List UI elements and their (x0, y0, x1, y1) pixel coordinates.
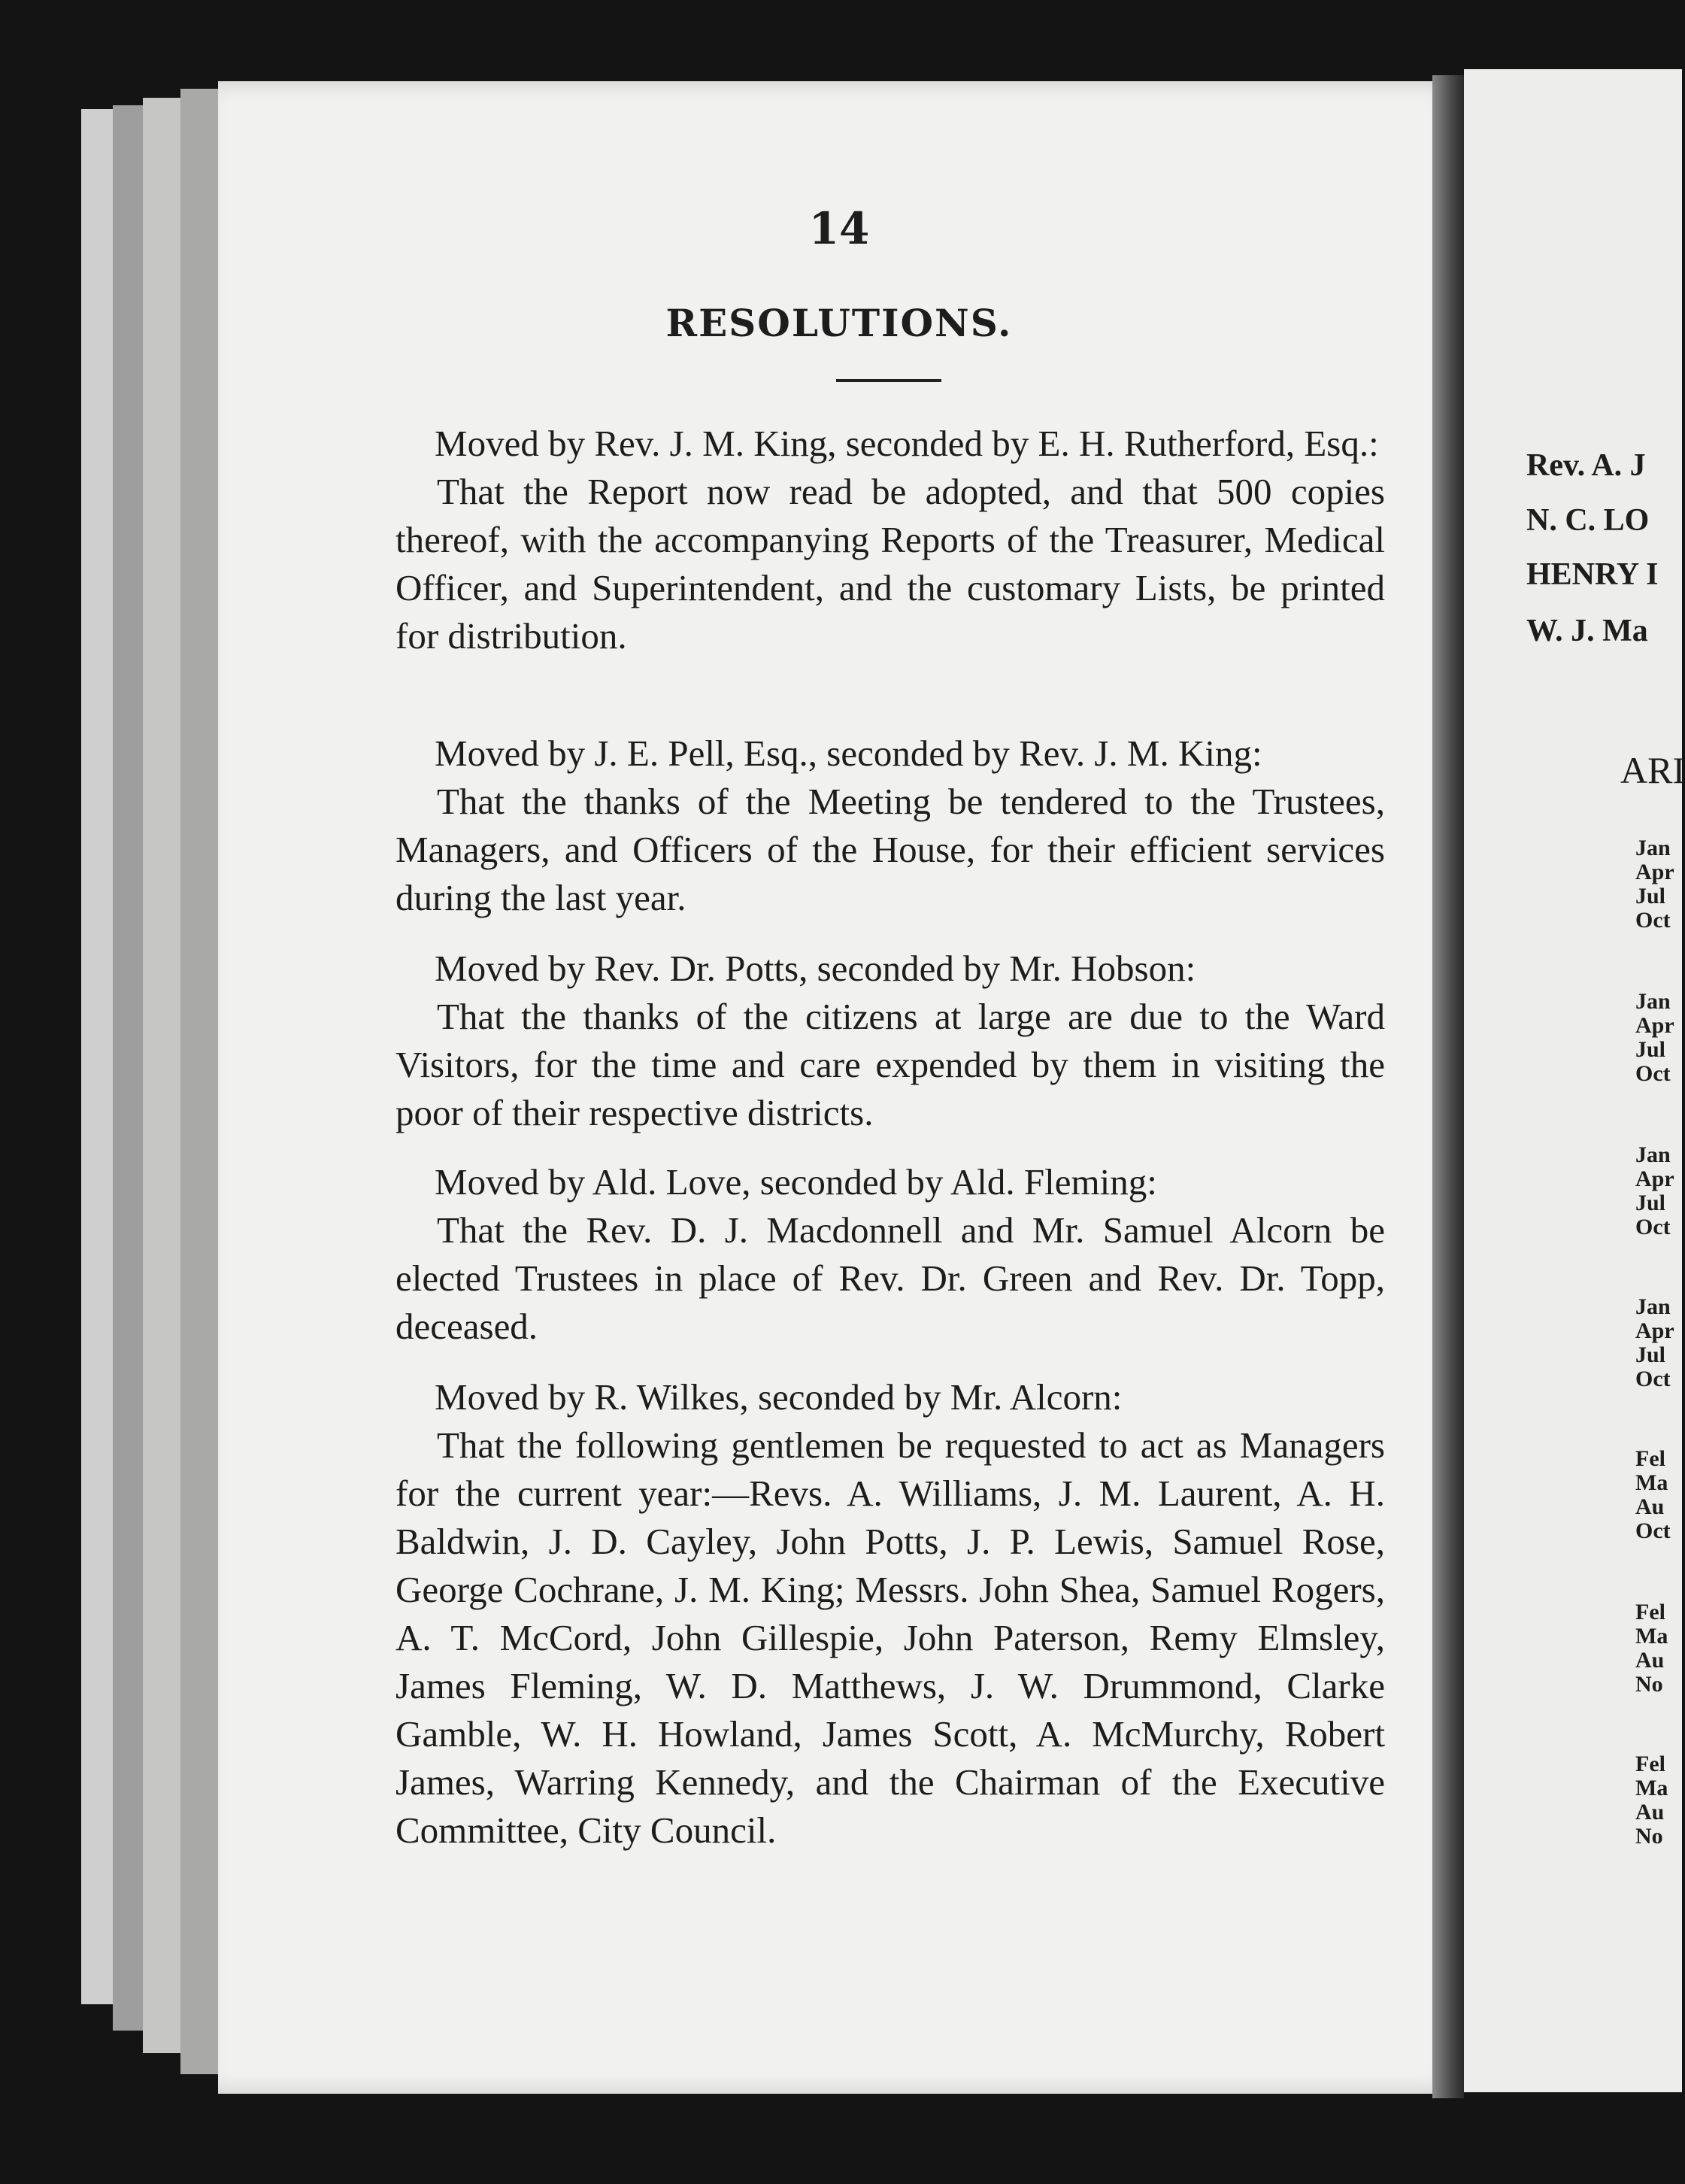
resolution-text: That the Rev. D. J. Macdonnell and Mr. Samuel Alcorn be elected Trustees in place of Rev. Dr. Green and Rev. Dr. Topp, deceased. (395, 1209, 1385, 1347)
book-edge (113, 105, 143, 2031)
book-gutter (1432, 75, 1464, 2098)
name-line: N. C. LO (1526, 503, 1650, 538)
book-edge (143, 98, 180, 2053)
resolution-text: That the thanks of the Meeting be tendered to the Trustees, Managers, and Officers of the House, for their efficient services during the last year. (395, 781, 1385, 918)
page-number: 14 (808, 203, 870, 254)
name-line: Rev. A. J (1526, 448, 1646, 483)
section-heading: ARI (1620, 749, 1685, 791)
month-list: Jan Apr Jul Oct (1635, 989, 1674, 1086)
month-list: Fel Ma Au No (1635, 1600, 1668, 1697)
resolution-mover: Moved by R. Wilkes, seconded by Mr. Alcorn: (435, 1376, 1123, 1418)
resolution-block (395, 945, 1385, 1137)
month-list: Fel Ma Au No (1635, 1752, 1668, 1849)
resolution-text: That the Report now read be adopted, and that 500 copies thereof, with the accompanying Reports of the Treasurer, Medical Officer, and Superintendent, and the customary Lists, be printed for distribution. (395, 471, 1385, 657)
title-rule (836, 379, 941, 382)
month-list: Jan Apr Jul Oct (1635, 1142, 1674, 1239)
name-line: W. J. Ma (1526, 614, 1648, 648)
month-list: Jan Apr Jul Oct (1635, 1294, 1674, 1391)
book-edge (180, 89, 218, 2074)
resolution-block (395, 1158, 1385, 1351)
page-title: RESOLUTIONS. (665, 301, 1013, 345)
resolution-text: That the following gentlemen be requested to act as Managers for the current year:—Revs. A. Williams, J. M. Laurent, A. H. Baldwin, J. D. Cayley, John Potts, J. P. Lewis, Samuel Rose, George Cochrane, J. M. King; Messrs. John Shea, Samuel Rogers, A. T. McCord, John Gillespie, John Paterson, Remy Elmsley, James Fleming, W. D. Matthews, J. W. Drummond, Clarke Gamble, W. H. Howland, James Scott, A. McMurchy, Robert James, Warring Kennedy, and the Chairman of the Executive Committee, City Council. (395, 1424, 1385, 1851)
resolution-text: That the thanks of the citizens at large are due to the Ward Visitors, for the time and care expended by them in visiting the poor of their respective districts. (395, 996, 1385, 1133)
resolution-mover: Moved by Ald. Love, seconded by Ald. Fleming: (435, 1161, 1157, 1203)
month-list: Jan Apr Jul Oct (1635, 836, 1674, 933)
resolution-block (395, 1373, 1385, 1855)
month-list: Fel Ma Au Oct (1635, 1446, 1671, 1543)
resolution-mover: Moved by Rev. Dr. Potts, seconded by Mr. Hobson: (435, 948, 1196, 989)
resolution-block (395, 730, 1385, 922)
book-edge (81, 109, 113, 2004)
resolution-block (395, 420, 1385, 660)
resolution-mover: Moved by Rev. J. M. King, seconded by E. H. Rutherford, Esq.: (435, 423, 1379, 464)
name-line: HENRY I (1526, 557, 1659, 592)
resolution-mover: Moved by J. E. Pell, Esq., seconded by Rev. J. M. King: (435, 733, 1262, 774)
